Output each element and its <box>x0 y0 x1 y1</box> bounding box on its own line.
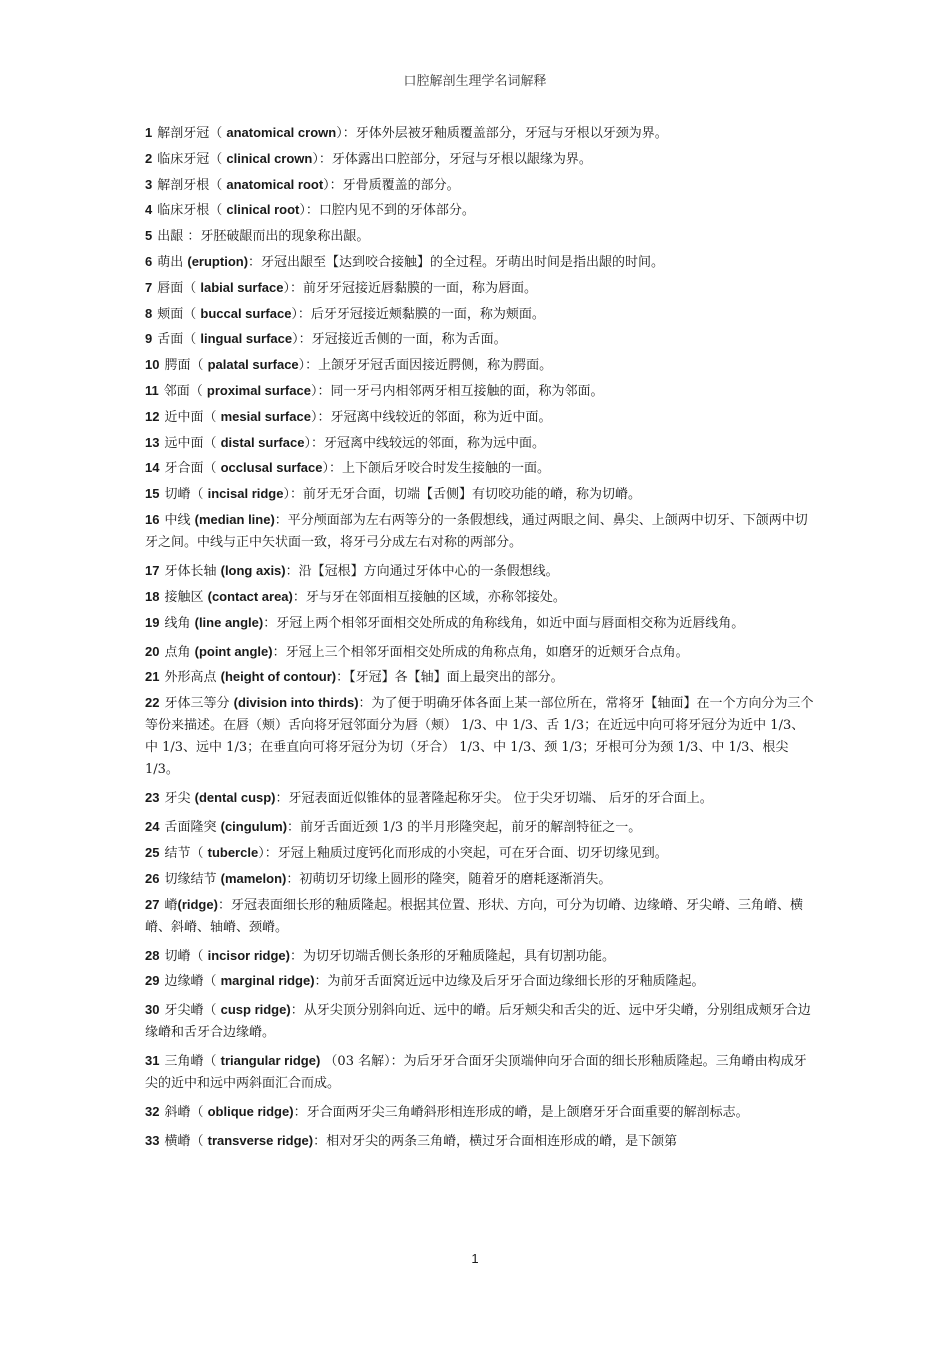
entry-term: 解剖牙根（ <box>157 177 227 193</box>
entry-number: 30 <box>145 1002 160 1018</box>
entry-term: 斜嵴（ <box>164 1105 208 1121</box>
entry-number: 1 <box>145 125 153 140</box>
entry-english: oblique ridge) <box>207 1104 294 1120</box>
entry-term: 中线 <box>164 512 195 528</box>
entry-english: distal surface <box>220 434 305 450</box>
entry-definition: ：为了便于明确牙体各面上某一部位所在，常将牙【轴面】在一个方向分为三个等份来描述。在唇（颊）舌向将牙冠邻面分为唇（颊） 1/3、中 1/3、舌 1/3；在近远中向可将牙冠分为近中 1/3、中 1/3、远中 1/3；在垂直向可将牙冠分为切（牙合） 1/3、中 1/3、颈 1/3；牙根可分为颈 1/3、中 1/3、根尖 1/3。 <box>145 696 814 778</box>
entry-number: 21 <box>145 669 160 685</box>
entry-term: 临床牙根（ <box>157 203 227 219</box>
glossary-entry <box>145 199 815 222</box>
entry-english: labial surface <box>200 279 284 295</box>
entry-definition: ：为切牙切端舌侧长条形的牙釉质隆起，具有切割功能。 <box>289 948 615 964</box>
entry-number: 15 <box>145 486 160 502</box>
entry-english: (median line) <box>194 511 275 527</box>
entry-term: 近中面（ <box>164 409 221 425</box>
document-title: 口腔解剖生理学名词解释 <box>403 74 547 89</box>
page-number: 1 <box>471 1251 479 1266</box>
entry-definition: ：相对牙尖的两条三角嵴，横过牙合面相连形成的嵴，是下颌第 <box>313 1134 678 1150</box>
glossary-entry <box>145 483 815 506</box>
glossary-entry <box>145 406 815 429</box>
entry-definition: ）：口腔内见不到的牙体部分。 <box>299 203 475 219</box>
entry-term: 接触区 <box>164 589 208 605</box>
glossary-entry <box>145 303 815 326</box>
entry-english: buccal surface <box>200 305 292 321</box>
entry-number: 18 <box>145 588 160 604</box>
glossary-entry <box>145 328 815 351</box>
glossary-entry <box>145 251 815 274</box>
entry-definition: ）：牙冠离中线较远的邻面，称为远中面。 <box>304 435 545 451</box>
entry-term: 邻面（ <box>163 383 207 399</box>
entry-term: 出龈 ：牙胚破龈而出的现象称出龈。 <box>157 229 370 245</box>
entry-english: transverse ridge) <box>207 1133 314 1149</box>
entry-term: 舌面（ <box>157 332 201 348</box>
entry-definition: ）：同一牙弓内相邻两牙相互接触的面，称为邻面。 <box>310 383 604 399</box>
entry-definition: ：前牙舌面近颈 1/3 的半月形隆突起，前牙的解剖特征之一。 <box>287 820 642 836</box>
entry-definition: ）：牙冠上釉质过度钙化而形成的小突起，可在牙合面、切牙切缘见到。 <box>258 845 668 861</box>
glossary-entry <box>145 894 815 939</box>
entry-number: 16 <box>145 511 160 527</box>
entry-definition: ：牙冠表面细长形的釉质隆起。根据其位置、形状、方向，可分为切嵴、边缘嵴、牙尖嵴、三角嵴、横嵴、斜嵴、轴嵴、颈嵴。 <box>145 897 803 935</box>
glossary-entry <box>145 999 815 1044</box>
entry-definition: ）：前牙牙冠接近唇黏膜的一面，称为唇面。 <box>283 280 537 296</box>
glossary-entry <box>145 225 815 248</box>
glossary-entry <box>145 666 815 689</box>
glossary-entry <box>145 560 815 583</box>
entry-english: (dental cusp) <box>194 790 276 806</box>
entry-english: (contact area) <box>207 588 293 604</box>
entry-english: marginal ridge) <box>220 973 315 989</box>
entry-number: 14 <box>145 460 160 476</box>
glossary-entry <box>145 380 815 403</box>
glossary-entry <box>145 945 815 968</box>
entry-number: 32 <box>145 1104 160 1120</box>
glossary-entry <box>145 692 815 781</box>
glossary-entry <box>145 586 815 609</box>
glossary-list <box>145 122 815 1156</box>
entry-number: 3 <box>145 176 153 192</box>
entry-term: 腭面（ <box>164 358 208 374</box>
entry-number: 25 <box>145 844 160 860</box>
glossary-entry <box>145 457 815 480</box>
entry-number: 17 <box>145 562 160 578</box>
entry-number: 4 <box>145 202 153 218</box>
glossary-entry <box>145 641 815 664</box>
entry-english: lingual surface <box>200 331 293 347</box>
entry-definition: ）：牙冠接近舌侧的一面，称为舌面。 <box>292 332 507 348</box>
entry-definition: ：从牙尖顶分别斜向近、远中的嵴。后牙颊尖和舌尖的近、远中牙尖嵴，分别组成颊牙合边缘嵴和舌牙合边缘嵴。 <box>145 1003 811 1041</box>
entry-english: clinical root <box>226 202 300 218</box>
entry-definition: ）：后牙牙冠接近颊黏膜的一面，称为颊面。 <box>291 306 545 322</box>
entry-term: 牙合面（ <box>164 461 221 477</box>
entry-term: 牙尖嵴（ <box>164 1003 221 1019</box>
entry-number: 20 <box>145 643 160 659</box>
glossary-entry <box>145 432 815 455</box>
entry-definition: ：牙合面两牙尖三角嵴斜形相连形成的嵴，是上颌磨牙牙合面重要的解剖标志。 <box>293 1105 749 1121</box>
entry-definition: ）：前牙无牙合面，切端【舌侧】有切咬功能的嵴，称为切嵴。 <box>283 487 641 503</box>
glossary-entry <box>145 816 815 839</box>
entry-english: incisal ridge <box>207 486 284 502</box>
entry-english: (long axis) <box>220 562 286 578</box>
entry-term: 外形高点 <box>164 670 221 686</box>
entry-term: 远中面（ <box>164 435 221 451</box>
entry-english: mesial surface <box>220 408 311 424</box>
entry-term: 颊面（ <box>157 306 201 322</box>
glossary-entry <box>145 787 815 810</box>
glossary-entry <box>145 1101 815 1124</box>
glossary-entry <box>145 612 815 635</box>
entry-definition: ）：牙骨质覆盖的部分。 <box>323 177 460 193</box>
entry-number: 8 <box>145 305 153 321</box>
glossary-entry <box>145 842 815 865</box>
entry-number: 26 <box>145 870 160 886</box>
glossary-entry <box>145 509 815 554</box>
glossary-entry <box>145 277 815 300</box>
entry-definition: ：牙冠出龈至【达到咬合接触】的全过程。牙萌出时间是指出龈的时间。 <box>248 254 665 270</box>
entry-number: 24 <box>145 819 160 835</box>
entry-term: 嵴 <box>164 897 178 913</box>
entry-english: clinical crown <box>226 150 313 166</box>
entry-english: (ridge) <box>177 896 218 912</box>
entry-number: 33 <box>145 1133 160 1149</box>
entry-english: (division into thirds) <box>233 695 359 711</box>
entry-definition: ：初萌切牙切缘上圆形的隆突，随着牙的磨耗逐渐消失。 <box>286 871 612 887</box>
entry-definition: ）：牙冠离中线较近的邻面，称为近中面。 <box>310 409 552 425</box>
entry-definition: ：牙与牙在邻面相互接触的区域，亦称邻接处。 <box>292 589 566 605</box>
glossary-entry <box>145 1130 815 1153</box>
entry-definition: ：【牙冠】各【轴】面上最突出的部分。 <box>336 670 564 686</box>
entry-english: triangular ridge) <box>220 1053 321 1069</box>
entry-number: 29 <box>145 973 160 989</box>
entry-term: 牙体三等分 <box>164 696 234 712</box>
entry-definition: ：沿【冠根】方向通过牙体中心的一条假想线。 <box>285 563 559 579</box>
glossary-entry <box>145 868 815 891</box>
entry-definition: ）：上下颌后牙咬合时发生接触的一面。 <box>322 461 551 477</box>
entry-english: palatal surface <box>207 357 299 373</box>
entry-term: 切嵴（ <box>164 487 208 503</box>
entry-term: 临床牙冠（ <box>157 151 227 167</box>
entry-number: 13 <box>145 434 160 450</box>
entry-term: 线角 <box>164 615 195 631</box>
entry-term: 牙体长轴 <box>164 563 221 579</box>
glossary-entry <box>145 148 815 171</box>
entry-term: 结节（ <box>164 845 208 861</box>
entry-definition: （03 名解）：为后牙牙合面牙尖顶端伸向牙合面的细长形釉质隆起。三角嵴由构成牙尖的近中和远中两斜面汇合而成。 <box>145 1054 807 1092</box>
entry-number: 2 <box>145 150 153 166</box>
entry-definition: ：平分颅面部为左右两等分的一条假想线，通过两眼之间、鼻尖、上颌两中切牙、下颌两中切牙之间。中线与正中矢状面一致，将牙弓分成左右对称的两部分。 <box>145 512 808 550</box>
entry-english: proximal surface <box>206 382 311 398</box>
glossary-entry <box>145 1050 815 1095</box>
entry-definition: ：牙冠表面近似锥体的显著隆起称牙尖。 位于尖牙切端、 后牙的牙合面上。 <box>275 791 713 807</box>
entry-english: (height of contour) <box>220 669 337 685</box>
entry-number: 12 <box>145 408 160 424</box>
entry-english: anatomical crown <box>226 125 337 140</box>
entry-term: 横嵴（ <box>164 1134 208 1150</box>
entry-english: (point angle) <box>194 643 273 659</box>
entry-term: 点角 <box>164 644 195 660</box>
entry-number: 23 <box>145 790 160 806</box>
entry-english: tubercle <box>207 844 259 860</box>
entry-number: 28 <box>145 947 160 963</box>
glossary-entry <box>145 174 815 197</box>
entry-number: 10 <box>145 357 160 373</box>
entry-definition: ：牙冠上两个相邻牙面相交处所成的角称线角，如近中面与唇面相交称为近唇线角。 <box>263 615 745 631</box>
entry-number: 31 <box>145 1053 160 1069</box>
entry-number: 5 <box>145 228 153 244</box>
entry-term: 切嵴（ <box>164 948 208 964</box>
entry-english: occlusal surface <box>220 460 323 476</box>
entry-number: 27 <box>145 896 160 912</box>
entry-number: 6 <box>145 253 153 269</box>
entry-definition: ：牙冠上三个相邻牙面相交处所成的角称点角，如磨牙的近颊牙合点角。 <box>272 644 689 660</box>
entry-term: 唇面（ <box>157 280 201 296</box>
entry-english: incisor ridge) <box>207 947 290 963</box>
entry-number: 19 <box>145 614 160 630</box>
entry-number: 11 <box>145 382 159 398</box>
glossary-entry <box>145 970 815 993</box>
entry-number: 7 <box>145 279 153 295</box>
entry-english: (cingulum) <box>220 819 288 835</box>
entry-term: 萌出 <box>157 254 188 270</box>
entry-definition: ：为前牙舌面窝近远中边缘及后牙牙合面边缘细长形的牙釉质隆起。 <box>314 974 705 990</box>
entry-term: 牙尖 <box>164 791 195 807</box>
entry-definition: ）：上颌牙牙冠舌面因接近腭侧，称为腭面。 <box>298 358 553 374</box>
entry-english: cusp ridge) <box>220 1002 291 1018</box>
entry-english: anatomical root <box>226 176 324 192</box>
entry-english: (line angle) <box>194 614 264 630</box>
entry-english: (mamelon) <box>220 870 287 886</box>
entry-term: 边缘嵴（ <box>164 974 221 990</box>
entry-term: 切缘结节 <box>164 871 221 887</box>
entry-number: 22 <box>145 695 160 711</box>
glossary-entry <box>145 122 815 145</box>
glossary-entry <box>145 354 815 377</box>
entry-definition: ）：牙体露出口腔部分，牙冠与牙根以龈缘为界。 <box>312 151 592 167</box>
entry-term: 三角嵴（ <box>164 1054 221 1070</box>
entry-term: 舌面隆突 <box>164 820 221 836</box>
entry-definition: ）：牙体外层被牙釉质覆盖部分，牙冠与牙根以牙颈为界。 <box>336 126 668 141</box>
entry-number: 9 <box>145 331 153 347</box>
entry-english: (eruption) <box>187 253 249 269</box>
entry-term: 解剖牙冠（ <box>157 126 227 141</box>
